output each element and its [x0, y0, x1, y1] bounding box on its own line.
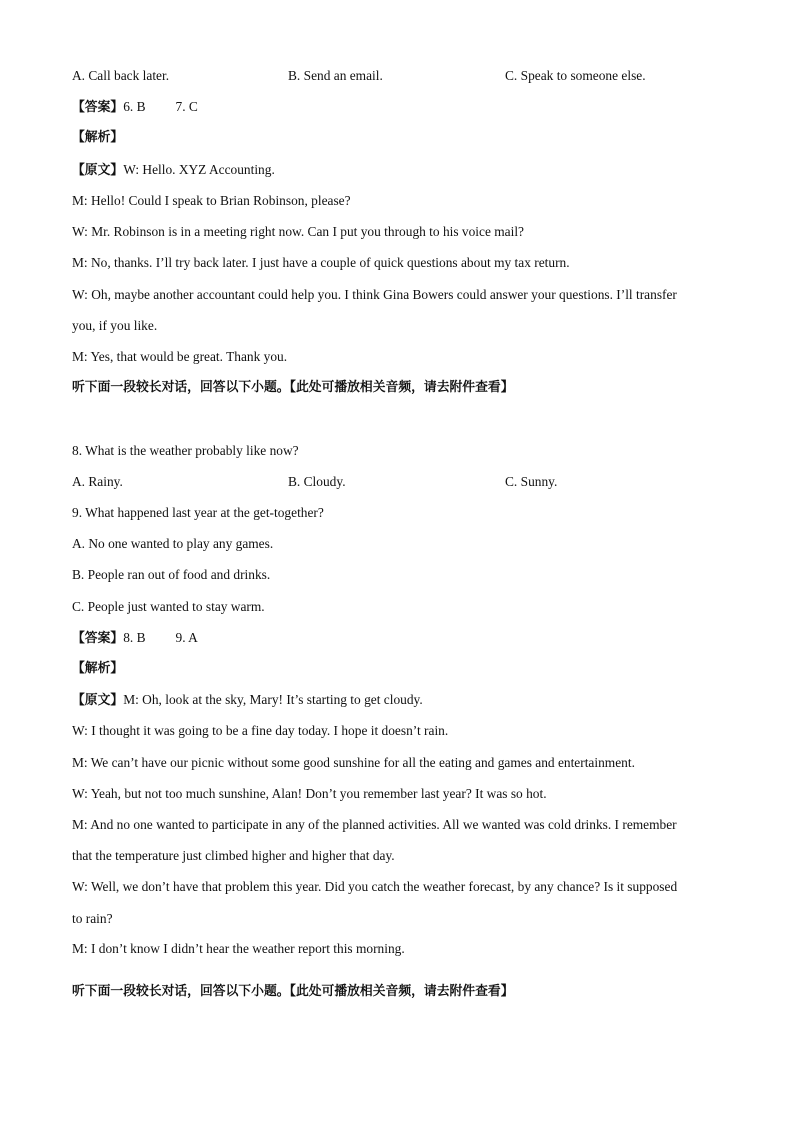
option-c-q9: C. People just wanted to stay warm.	[72, 599, 265, 614]
question-9: 9. What happened last year at the get-together?	[72, 505, 324, 520]
transcript-label: 【原文】	[72, 163, 124, 178]
dialog1-text-1: W: Hello. XYZ Accounting.	[123, 162, 275, 177]
dialog1-line-3: W: Mr. Robinson is in a meeting right now. Can I put you through to his voice mail?	[72, 224, 525, 239]
analysis-label-2: 【解析】	[72, 661, 124, 676]
analysis-label-1: 【解析】	[72, 130, 124, 145]
answer-7: 7. C	[175, 99, 198, 114]
listen-prompt-1: 听下面一段较长对话，回答以下小题。【此处可播放相关音频，请去附件查看】	[72, 380, 514, 395]
option-b-q9: B. People ran out of food and drinks.	[72, 567, 271, 582]
answer-label: 【答案】	[72, 631, 124, 646]
dialog2-line-8: to rain?	[72, 911, 113, 926]
dialog2-line-1	[72, 692, 423, 709]
dialog2-line-5: M: And no one wanted to participate in any of the planned activities. All we wanted was cold drinks. I remember	[72, 817, 677, 832]
dialog1-line-5: W: Oh, maybe another accountant could help you. I think Gina Bowers could answer your questions. I’ll transfer	[72, 287, 677, 302]
dialog2-line-4: W: Yeah, but not too much sunshine, Alan! Don’t you remember last year? It was so hot.	[72, 786, 547, 801]
answer-line-1	[72, 99, 198, 116]
option-c-q7: C. Speak to someone else.	[505, 68, 646, 83]
dialog2-line-3: M: We can’t have our picnic without some good sunshine for all the eating and games and entertainment.	[72, 755, 635, 770]
dialog2-text-1: M: Oh, look at the sky, Mary! It’s starting to get cloudy.	[123, 692, 423, 707]
answer-6: 6. B	[123, 99, 146, 114]
answer-label: 【答案】	[72, 100, 124, 115]
answer-8: 8. B	[123, 630, 146, 645]
option-a-q9: A. No one wanted to play any games.	[72, 536, 274, 551]
option-a-q8: A. Rainy.	[72, 474, 123, 489]
dialog2-line-6: that the temperature just climbed higher and higher that day.	[72, 848, 395, 863]
dialog1-line-4: M: No, thanks. I’ll try back later. I just have a couple of quick questions about my tax return.	[72, 255, 570, 270]
option-c-q8: C. Sunny.	[505, 474, 558, 489]
dialog1-line-6: you, if you like.	[72, 318, 158, 333]
dialog2-line-2: W: I thought it was going to be a fine day today. I hope it doesn’t rain.	[72, 723, 449, 738]
dialog1-line-2: M: Hello! Could I speak to Brian Robinson, please?	[72, 193, 351, 208]
dialog1-line-7: M: Yes, that would be great. Thank you.	[72, 349, 288, 364]
answer-9: 9. A	[175, 630, 198, 645]
dialog2-line-7: W: Well, we don’t have that problem this year. Did you catch the weather forecast, by any chance? Is it supposed	[72, 879, 678, 894]
option-b-q7: B. Send an email.	[288, 68, 383, 83]
dialog2-line-9: M: I don’t know I didn’t hear the weather report this morning.	[72, 941, 405, 956]
question-8: 8. What is the weather probably like now?	[72, 443, 299, 458]
transcript-label: 【原文】	[72, 693, 124, 708]
option-a-q7: A. Call back later.	[72, 68, 170, 83]
dialog1-line-1	[72, 162, 275, 179]
option-b-q8: B. Cloudy.	[288, 474, 346, 489]
answer-line-2	[72, 630, 198, 647]
listen-prompt-2: 听下面一段较长对话，回答以下小题。【此处可播放相关音频，请去附件查看】	[72, 984, 514, 999]
